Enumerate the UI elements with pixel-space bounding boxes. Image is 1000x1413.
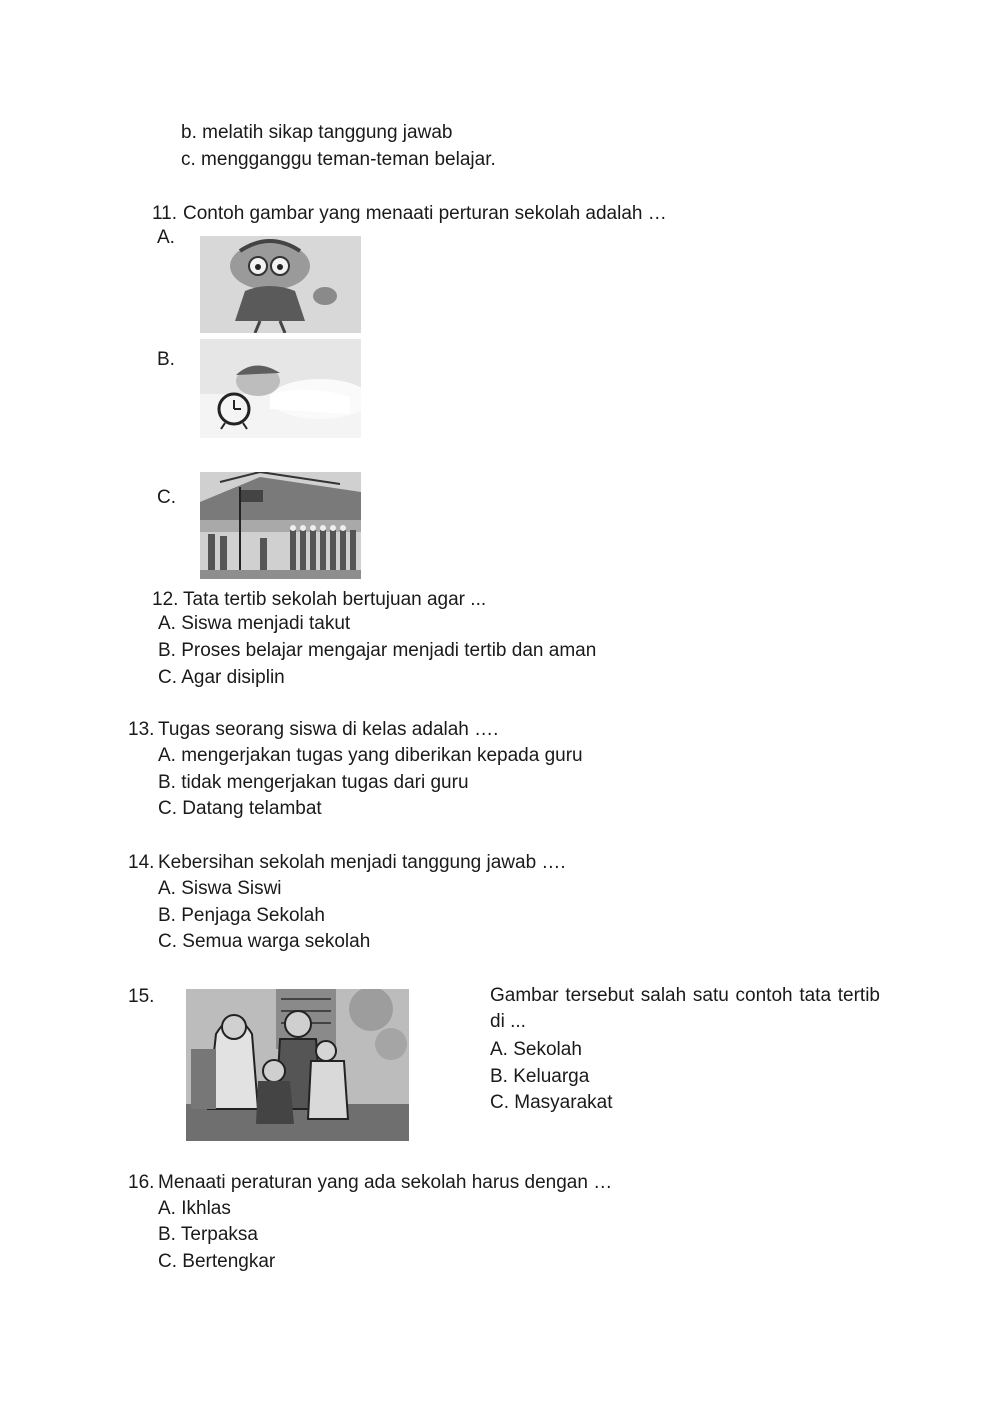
flag-ceremony-image — [200, 472, 361, 579]
q14-option-c: C. Semua warga sekolah — [158, 931, 371, 952]
q14-number: 14. — [128, 852, 155, 873]
q12-text: Tata tertib sekolah bertujuan agar ... — [183, 589, 487, 610]
q15-text: Gambar tersebut salah satu contoh tata tertib di ... — [490, 985, 880, 1032]
q11-number: 11. — [152, 203, 178, 224]
q15-option-a: A. Sekolah — [490, 1039, 582, 1060]
q12-option-a: A. Siswa menjadi takut — [158, 613, 351, 634]
q13-option-a: A. mengerjakan tugas yang diberikan kepada guru — [158, 745, 583, 766]
q13-number: 13. — [128, 719, 155, 740]
q14-text: Kebersihan sekolah menjadi tanggung jawab …. — [158, 852, 566, 873]
q16-text: Menaati peraturan yang ada sekolah harus dengan … — [158, 1172, 613, 1193]
q12-option-c: C. Agar disiplin — [158, 667, 285, 688]
cartoon-girl-image — [200, 236, 361, 333]
q15-number: 15. — [128, 986, 155, 1007]
q14-option-a: A. Siswa Siswi — [158, 878, 282, 899]
q13-option-b: B. tidak mengerjakan tugas dari guru — [158, 772, 469, 793]
sleeping-child-alarm-clock-image — [200, 339, 361, 438]
q16-number: 16. — [128, 1172, 155, 1193]
q11-option-b-label: B. — [157, 349, 175, 370]
prev-option-c: c. mengganggu teman-teman belajar. — [181, 149, 496, 170]
prev-option-b: b. melatih sikap tanggung jawab — [181, 122, 453, 143]
q12-number: 12. — [152, 589, 179, 610]
q14-option-b: B. Penjaga Sekolah — [158, 905, 325, 926]
family-greeting-image — [186, 989, 409, 1141]
q16-option-b: B. Terpaksa — [158, 1224, 258, 1245]
q12-option-b: B. Proses belajar mengajar menjadi tertib dan aman — [158, 640, 597, 661]
q11-text: Contoh gambar yang menaati perturan sekolah adalah … — [183, 203, 667, 224]
q11-option-a-label: A. — [157, 227, 175, 248]
q16-option-c: C. Bertengkar — [158, 1251, 276, 1272]
q11-option-c-label: C. — [157, 487, 176, 508]
q15-option-b: B. Keluarga — [490, 1066, 590, 1087]
q15-option-c: C. Masyarakat — [490, 1092, 613, 1113]
q13-option-c: C. Datang telambat — [158, 798, 322, 819]
q16-option-a: A. Ikhlas — [158, 1198, 231, 1219]
q13-text: Tugas seorang siswa di kelas adalah …. — [158, 719, 499, 740]
